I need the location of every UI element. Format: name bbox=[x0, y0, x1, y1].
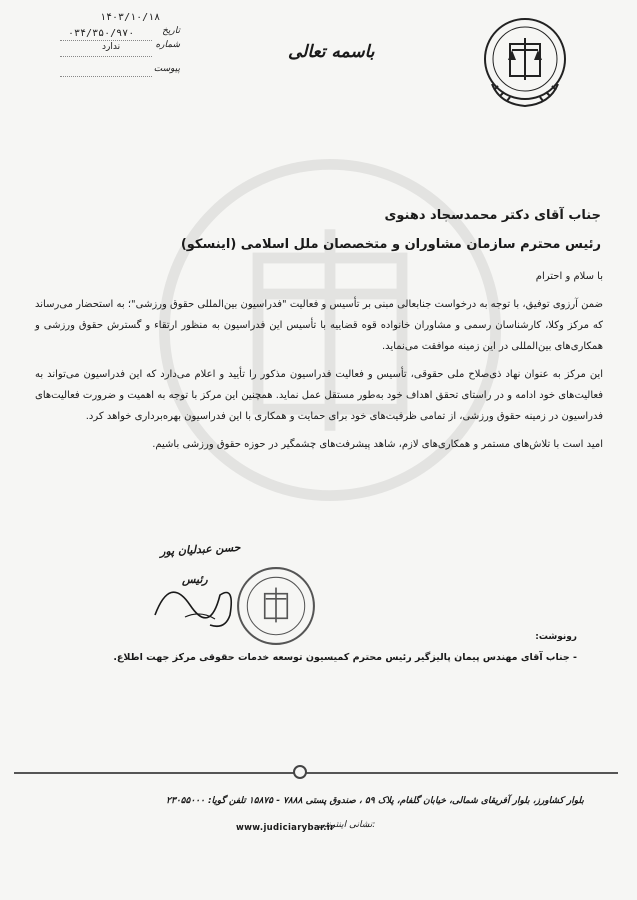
signatory-title: رئیس bbox=[182, 573, 208, 586]
date-label: تاریخ bbox=[162, 26, 180, 36]
letter-body bbox=[35, 266, 603, 462]
footer-ornament-icon bbox=[292, 764, 308, 780]
attachment-row bbox=[60, 40, 180, 62]
greeting: با سلام و احترام bbox=[535, 271, 603, 282]
number-label: شماره bbox=[155, 40, 180, 50]
addressee-title: رئیس محترم سازمان مشاوران و متخصصان ملل اسلامی (اینسکو) bbox=[180, 237, 601, 252]
cc-label: رونوشت: bbox=[535, 632, 577, 642]
footer-website-label: نشانی اینترنتی: bbox=[318, 820, 376, 830]
footer-address: بلوار کشاورز، بلوار آفریقای شمالی، خیابان گلفام، پلاک ۵۹ ، صندوق پستی ۷۸۸۸ - ۱۵۸۷۵ تلفن گویا: ۲۳۰۵۵۰۰۰ bbox=[166, 796, 584, 806]
signatory-name: حسن عبدلیان پور bbox=[159, 540, 241, 559]
cc-recipient: - جناب آقای مهندس پیمان پالیزگیر رئیس محترم کمیسیون توسعه خدمات حقوقی مرکز جهت اطلاع. bbox=[113, 652, 577, 663]
basmala-heading: باسمه تعالی bbox=[288, 42, 375, 62]
attachment-dotted-line bbox=[60, 56, 152, 57]
body-paragraph-2: این مرکز به عنوان نهاد ذی‌صلاح ملی حقوقی، تأسیس و فعالیت فدراسیون مذکور را تأیید و اعلام می‌دارد که این فدراسیون می‌تواند به فعالیت‌های خود ادامه و در راستای تحقق اهداف خود به‌طور مستقل عمل نماید. همچنین این مرکز با توجه به اهمیت و ضرورت فعالیت‌های فدراسیون در زمینه حقوق ورزشی، از تمامی ظرفیت‌های خود برای حمایت و همکاری با این فدراسیون بهره‌برداری خواهد کرد. bbox=[35, 369, 603, 422]
number-value: ۰۳۴/۳۵۰/۹۷۰ bbox=[68, 28, 135, 39]
attachment-label: پیوست bbox=[153, 64, 180, 74]
letter-meta bbox=[60, 14, 180, 78]
attachment-value: ندارد bbox=[102, 42, 121, 52]
attachment-label-row bbox=[60, 62, 180, 78]
addressee-name: جناب آقای دکتر محمدسجاد دهنوی bbox=[384, 208, 601, 223]
body-paragraph-1: ضمن آرزوی توفیق، با توجه به درخواست جنابعالی مبنی بر تأسیس و فعالیت "فدراسیون بین‌المللی حقوق ورزشی"؛ به استحضار می‌رساند که مرکز وکلا، کارشناسان رسمی و مشاوران خانواده قوه قضاییه با تأسیس این فدراسیون به منظور ارتقاء و گسترش حقوق ورزشی و همکاری‌های بین‌المللی در این زمینه موافقت می‌نماید. bbox=[35, 299, 603, 352]
addressee-block bbox=[181, 208, 601, 252]
number-dotted-line bbox=[60, 40, 152, 41]
organization-logo-icon bbox=[480, 14, 570, 114]
attachment-label-dotted-line bbox=[60, 76, 152, 77]
footer-divider bbox=[14, 772, 618, 774]
carbon-copy-block bbox=[113, 632, 577, 663]
body-paragraph-3: امید است با تلاش‌های مستمر و همکاری‌های لازم، شاهد پیشرفت‌های چشمگیر در حوزه حقوق ورزشی باشیم. bbox=[152, 439, 603, 450]
date-value: ۱۴۰۳/۱۰/۱۸ bbox=[100, 12, 161, 23]
footer-website: www.judiciarybar.ir bbox=[236, 823, 335, 833]
